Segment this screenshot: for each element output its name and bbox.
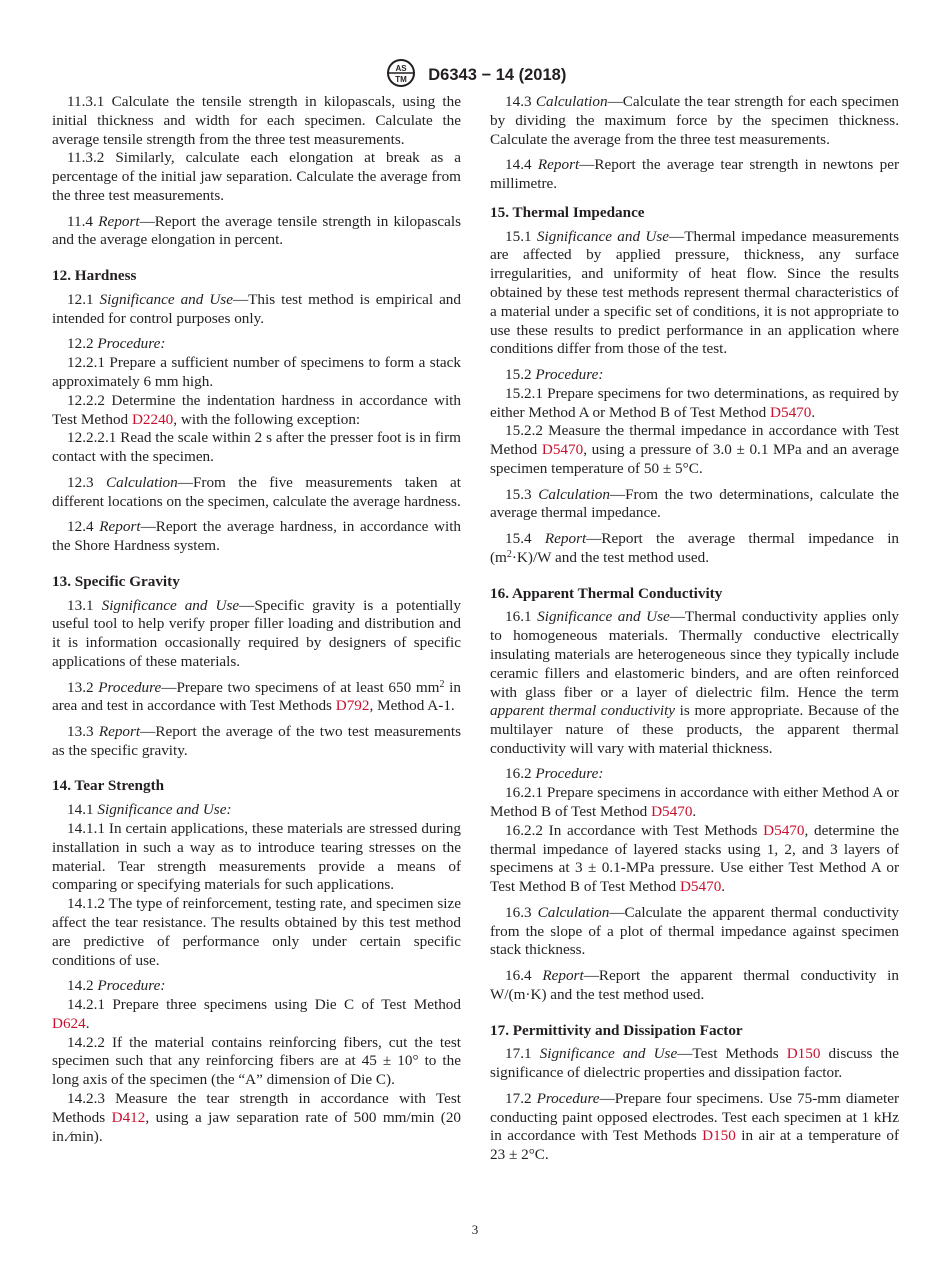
reference-link[interactable]: D624 bbox=[52, 1014, 86, 1032]
section-heading-16: 16. Apparent Thermal Conductivity bbox=[490, 584, 723, 602]
reference-link[interactable]: D5470 bbox=[763, 821, 805, 839]
paragraph-12-3: 12.3 Calculation—From the five measurements taken at different locations on the specimen, calculate the average hardness. bbox=[52, 473, 461, 510]
section-heading-13: 13. Specific Gravity bbox=[52, 572, 180, 590]
paragraph-13-1: 13.1 Significance and Use—Specific gravity is a potentially useful tool to help verify proper filler loading and distribution and it is information occasionally required by designers of specific applications of these materials. bbox=[52, 596, 461, 670]
paragraph-17-1: 17.1 Significance and Use—Test Methods D150 discuss the significance of dielectric properties and dissipation factor. bbox=[490, 1045, 899, 1082]
paragraph-16-2-1: 16.2.1 Prepare specimens in accordance with either Method A or Method B of Test Method D5470. bbox=[490, 784, 899, 821]
reference-link[interactable]: D150 bbox=[786, 1045, 821, 1063]
paragraph-16-2: 16.2 Procedure: bbox=[505, 765, 604, 783]
reference-link[interactable]: D5470 bbox=[679, 878, 722, 896]
paragraph-14-1-1: 14.1.1 In certain applications, these materials are stressed during installation in such a way as to introduce tearing stresses on the material. Tear strength measurements provide a means of comparing or specifying materials for such applications. bbox=[52, 820, 461, 894]
paragraph-15-4: 15.4 Report—Report the average thermal impedance in $(m^2\cdot K)/W$ and the test method used. bbox=[490, 529, 900, 566]
paragraph-17-2: 17.2 Procedure—Prepare four specimens. Use 75-mm diameter conducting paint opposed electrodes. Test each specimen at 1 kHz in accordance with Test Methods D150 in air at a temperature of 23 ± 2°C. bbox=[490, 1089, 900, 1164]
paragraph-12-2-2: 12.2.2 Determine the indentation hardness in accordance with Test Method D2240, with the following exception: bbox=[52, 391, 461, 428]
reference-link[interactable]: D2240 bbox=[131, 410, 174, 428]
section-heading-17: 17. Permittivity and Dissipation Factor bbox=[490, 1021, 743, 1039]
paragraph-14-4: 14.4 Report—Report the average tear strength in newtons per millimetre. bbox=[490, 156, 900, 192]
svg-text:AS: AS bbox=[395, 64, 407, 73]
paragraph-15-3: 15.3 Calculation—From the two determinations, calculate the average thermal impedance. bbox=[490, 485, 900, 522]
paragraph-15-2: 15.2 Procedure: bbox=[505, 365, 604, 383]
paragraph-14-2-1: 14.2.1 Prepare three specimens using Die C of Test Method D624. bbox=[52, 996, 461, 1032]
paragraph-13-3: 13.3 Report—Report the average of the two test measurements as the specific gravity. bbox=[52, 722, 461, 759]
page-header bbox=[0, 58, 950, 93]
paragraph-14-2: 14.2 Procedure: bbox=[67, 977, 166, 995]
reference-link[interactable]: D5470 bbox=[541, 441, 584, 459]
standard-designation: D6343 − 14 (2018) bbox=[428, 66, 567, 84]
paragraph-16-3: 16.3 Calculation—Calculate the apparent thermal conductivity from the slope of a plot of thermal impedance against specimen stack thickness. bbox=[490, 903, 900, 959]
paragraph-12-1: 12.1 Significance and Use—This test method is empirical and intended for control purposes only. bbox=[52, 290, 461, 327]
section-heading-15: 15. Thermal Impedance bbox=[490, 203, 645, 221]
left-column bbox=[52, 93, 461, 1146]
paragraph-14-1-2: 14.1.2 The type of reinforcement, testing rate, and specimen size affect the tear resistance. The results obtained by this test method are predictive of performance only under certain specific conditions of use. bbox=[52, 895, 461, 969]
astm-logo-icon bbox=[384, 58, 418, 93]
paragraph-11-3-2: 11.3.2 Similarly, calculate each elongation at break as a percentage of the initial jaw separation. Calculate the average from the three test measurements. bbox=[52, 149, 461, 204]
paragraph-14-1: 14.1 Significance and Use: bbox=[67, 801, 232, 819]
paragraph-14-2-2: 14.2.2 If the material contains reinforcing fibers, cut the test specimen such that any reinforcing fibers are at 45 ± 10° to the long axis of the specimen (the “A” dimension of Die C). bbox=[52, 1033, 461, 1089]
paragraph-15-1: 15.1 Significance and Use—Thermal impedance measurements are affected by applied pressure, thickness, any surface irregularities, and uniformity of heat flow. Since the results obtained by these test methods represent thermal characteristics of a material under a specific set of conditions, it is not appropriate to use these results to predict performance in an application where conditions differ from those of the test. bbox=[490, 227, 899, 358]
paragraph-15-2-2: 15.2.2 Measure the thermal impedance in accordance with Test Method D5470, using a pressure of 3.0 ± 0.1 MPa and an average specimen temperature of 50 ± 5°C. bbox=[490, 422, 899, 477]
page-number: 3 bbox=[471, 1222, 479, 1237]
reference-link[interactable]: D150 bbox=[702, 1127, 736, 1145]
paragraph-12-2: 12.2 Procedure: bbox=[67, 335, 166, 353]
right-column bbox=[490, 93, 899, 1165]
paragraph-11-3-1: 11.3.1 Calculate the tensile strength in kilopascals, using the initial thickness and width for each specimen. Calculate the average tensile strength from the three test measurements. bbox=[52, 93, 461, 148]
reference-link[interactable]: D412 bbox=[111, 1108, 146, 1126]
paragraph-11-4: 11.4 Report—Report the average tensile strength in kilopascals and the average elongation in percent. bbox=[52, 212, 461, 249]
reference-link[interactable]: D5470 bbox=[651, 803, 693, 821]
reference-link[interactable]: D792 bbox=[335, 697, 370, 715]
paragraph-12-2-1: 12.2.1 Prepare a sufficient number of specimens to form a stack approximately 6 mm high. bbox=[52, 354, 461, 390]
paragraph-14-3: 14.3 Calculation—Calculate the tear strength for each specimen by dividing the maximum force by the specimen thickness. Calculate the average from the three test measurements. bbox=[490, 93, 900, 148]
svg-text:TM: TM bbox=[394, 75, 407, 84]
section-heading-12: 12. Hardness bbox=[52, 267, 137, 285]
paragraph-16-1: 16.1 Significance and Use—Thermal conductivity applies only to homogeneous materials. Thermally conductive electrically insulating materials are heterogeneous since they typically include ceramic fillers and elastomeric binders, and are often reinforced with glass fiber or a layer of dielectric film. Hence the term apparent thermal conductivity is more appropriate. Because of the multilayer nature of these products, the apparent thermal conductivity will vary with material thickness. bbox=[490, 608, 899, 757]
paragraph-14-2-3: 14.2.3 Measure the tear strength in accordance with Test Methods D412, using a jaw separation rate of 500 mm/min (20 in.⁄min). bbox=[52, 1090, 462, 1145]
paragraph-15-2-1: 15.2.1 Prepare specimens for two determinations, as required by either Method A or Method B of Test Method D5470. bbox=[490, 384, 899, 421]
reference-link[interactable]: D5470 bbox=[770, 403, 812, 421]
paragraph-16-2-2: 16.2.2 In accordance with Test Methods D5470, determine the thermal impedance of layered stacks using 1, 2, and 3 layers of specimens at 3 ± 0.1-MPa pressure. Use either Test Method A or Test Method B of Test Method D5470. bbox=[490, 821, 899, 896]
paragraph-13-2: 13.2 Procedure—Prepare two specimens of at least 650 $mm^2$ in area and test in accordance with Test Methods D792, Method A-1. bbox=[52, 678, 461, 715]
paragraph-12-4: 12.4 Report—Report the average hardness, in accordance with the Shore Hardness system. bbox=[52, 518, 462, 554]
paragraph-16-4: 16.4 Report—Report the apparent thermal conductivity in W/(m·K) and the test method used. bbox=[490, 967, 899, 1003]
paragraph-12-2-2-1: 12.2.2.1 Read the scale within 2 s after the presser foot is in firm contact with the specimen. bbox=[52, 429, 461, 466]
section-heading-14: 14. Tear Strength bbox=[52, 777, 165, 795]
